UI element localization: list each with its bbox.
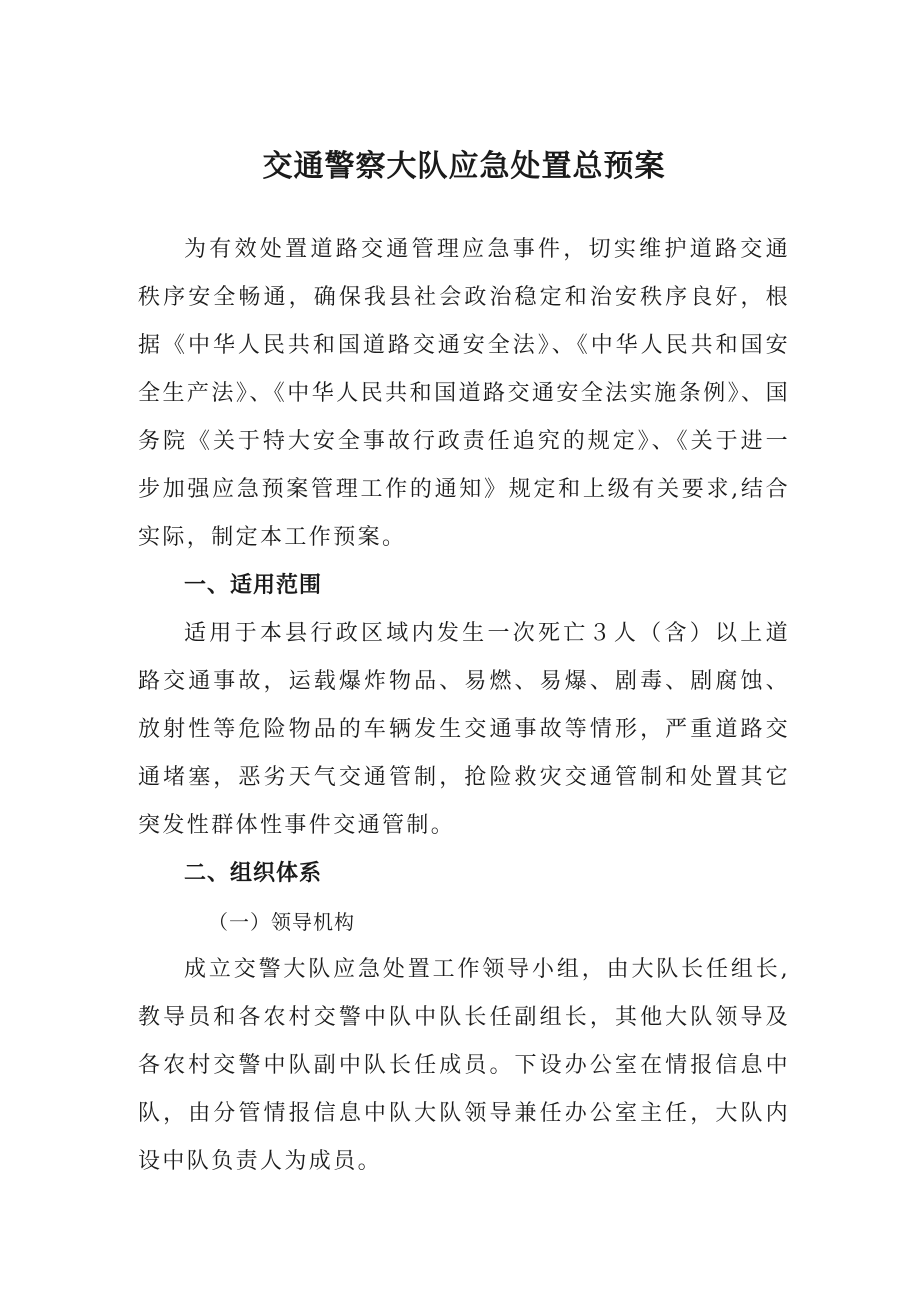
document-title: 交通警察大队应急处置总预案 xyxy=(262,149,666,184)
subsection-heading-leadership: （一）领导机构 xyxy=(208,910,355,934)
section-heading-organization: 二、组织体系 xyxy=(184,861,323,886)
section-heading-scope: 一、适用范围 xyxy=(184,573,323,598)
intro-paragraph: 为有效处置道路交通管理应急事件，切实维护道路交通秩序安全畅通，确保我县社会政治稳定和治安秩序良好，根据《中华人民共和国道路交通安全法》、《中华人民共和国安全生产法》、《中华人民共和国道路交通安全法实施条例》、国务院《关于特大安全事故行政责任追究的规定》、《关于进一步加强应急预案管理工作的通知》规定和上级有关要求,结合实际，制定本工作预案。 xyxy=(138,237,790,550)
scope-paragraph: 适用于本县行政区域内发生一次死亡３人（含）以上道路交通事故，运载爆炸物品、易燃、易爆、剧毒、剧腐蚀、放射性等危险物品的车辆发生交通事故等情形，严重道路交通堵塞，恶劣天气交通管制，抢险救灾交通管制和处置其它突发性群体性事件交通管制。 xyxy=(138,621,790,838)
leadership-paragraph: 成立交警大队应急处置工作领导小组，由大队长任组长,教导员和各农村交警中队中队长任副组长，其他大队领导及各农村交警中队副中队长任成员。下设办公室在情报信息中队，由分管情报信息中队大队领导兼任办公室主任，大队内设中队负责人为成员。 xyxy=(138,957,790,1174)
